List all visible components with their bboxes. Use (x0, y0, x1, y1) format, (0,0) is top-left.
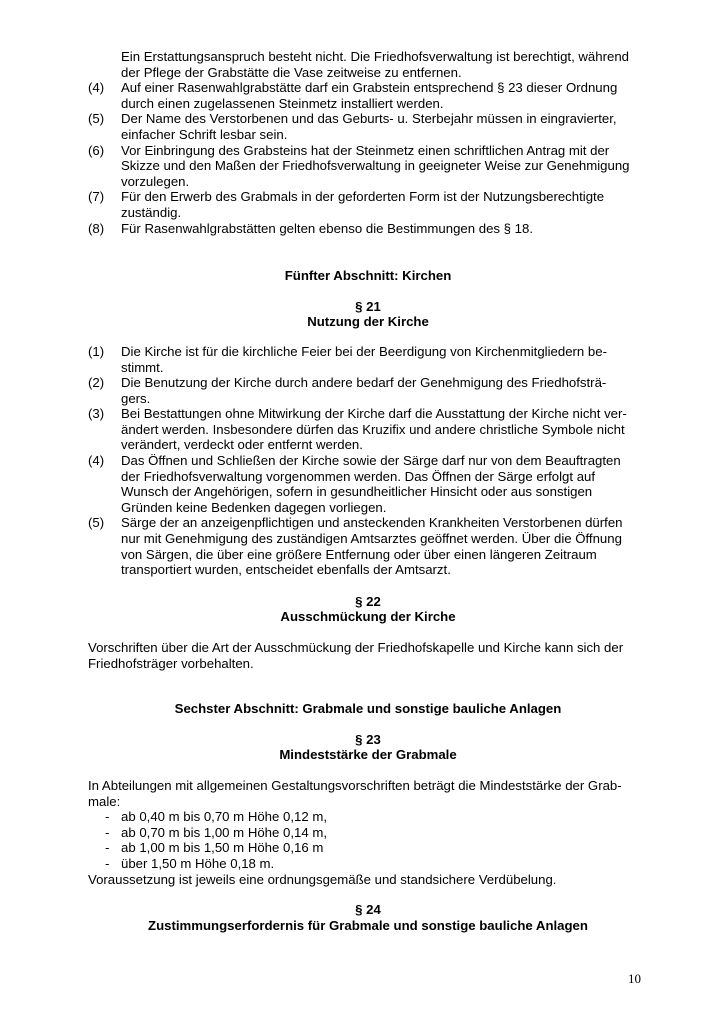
text-line: Das Öffnen und Schließen der Kirche sowie der Särge darf nur von dem Beauftragten (121, 453, 621, 469)
p21-item-4 (88, 453, 648, 515)
item-number: (7) (88, 189, 105, 205)
section-5-title: Fünfter Abschnitt: Kirchen (284, 268, 452, 284)
sec20-item-8 (88, 221, 648, 237)
text-line: Die Benutzung der Kirche durch andere bedarf der Genehmigung des Friedhofsträ- (121, 375, 607, 391)
list-item (88, 856, 648, 872)
item-number: (5) (88, 111, 105, 127)
item-number: (1) (88, 343, 105, 359)
text-line: Ein Erstattungsanspruch besteht nicht. Die Friedhofsverwaltung ist berechtigt, während (121, 49, 629, 64)
text-line: Auf einer Rasenwahlgrabstätte darf ein Grabstein entsprechend § 23 dieser Ordnung (121, 80, 618, 96)
text-line: einfacher Schrift lesbar sein. (121, 126, 288, 142)
sec20-item-5 (88, 111, 648, 142)
list-item-text: ab 0,40 m bis 0,70 m Höhe 0,12 m, (121, 809, 327, 825)
dash-marker: - (105, 809, 110, 825)
list-item-text: ab 0,70 m bis 1,00 m Höhe 0,14 m, (121, 824, 327, 840)
paragraph-22-number: § 22 (355, 593, 381, 609)
paragraph-24-number: § 24 (355, 902, 381, 918)
p21-item-2 (88, 375, 648, 406)
list-item (88, 840, 648, 856)
text-line: von Särgen, die über eine größere Entfernung oder über einen längeren Zeitraum (121, 546, 597, 562)
text-line: Bei Bestattungen ohne Mitwirkung der Kirche darf die Ausstattung der Kirche nicht ver- (121, 406, 627, 422)
text-line: der Friedhofsverwaltung vorgenommen werden. Das Öffnen der Särge erfolgt auf (121, 468, 596, 484)
paragraph-21-body (88, 344, 648, 578)
paragraph-22-body (88, 640, 648, 671)
dash-marker: - (105, 855, 110, 871)
paragraph-23-body (88, 778, 648, 887)
text-line: Friedhofsträger vorbehalten. (88, 655, 254, 671)
paragraph-22-title: Ausschmückung der Kirche (280, 609, 456, 625)
text-line: In Abteilungen mit allgemeinen Gestaltungsvorschriften beträgt die Mindeststärke der Grab- (88, 777, 622, 793)
item-number: (8) (88, 220, 105, 236)
dash-marker: - (105, 824, 110, 840)
text-line: Der Name des Verstorbenen und das Geburts- u. Sterbejahr müssen in eingravierter, (121, 111, 617, 127)
text-line: gers. (121, 390, 151, 406)
text-line: ändert werden. Insbesondere dürfen das Kruzifix und andere christliche Symbole nicht (121, 421, 625, 437)
list-item-text: ab 1,00 m bis 1,50 m Höhe 0,16 m (121, 840, 324, 856)
text-line: Vorschriften über die Art der Ausschmückung der Friedhofskapelle und Kirche kann sich der (88, 640, 624, 655)
text-line: vorzulegen. (121, 173, 190, 189)
text-line: male: (88, 793, 121, 809)
dash-marker: - (105, 840, 110, 856)
paragraph-24-title: Zustimmungserfordernis für Grabmale und sonstige bauliche Anlagen (148, 917, 588, 933)
sec20-item-4 (88, 80, 648, 111)
text-line: Särge der an anzeigenpflichtigen und ansteckenden Krankheiten Verstorbenen dürfen (121, 515, 623, 531)
item-number: (3) (88, 406, 105, 422)
text-line: Wunsch der Angehörigen, sofern in gesundheitlicher Hinsicht oder aus sonstigen (121, 484, 593, 500)
p21-item-5 (88, 515, 648, 577)
text-line: Gründen keine Bedenken dagegen vorliegen. (121, 499, 387, 515)
list-item-text: über 1,50 m Höhe 0,18 m. (121, 855, 275, 871)
text-line: durch einen zugelassenen Steinmetz installiert werden. (121, 95, 444, 111)
sec20-item-7 (88, 189, 648, 220)
text-line: Für Rasenwahlgrabstätten gelten ebenso die Bestimmungen des § 18. (121, 220, 533, 236)
p21-item-3 (88, 406, 648, 453)
item-number: (5) (88, 515, 105, 531)
intro-paragraph (88, 49, 648, 80)
paragraph-21-number: § 21 (355, 298, 381, 314)
text-line: Voraussetzung ist jeweils eine ordnungsgemäße und standsichere Verdübelung. (88, 871, 557, 887)
page-number: 10 (628, 971, 641, 986)
sec20-item-6 (88, 143, 648, 190)
section-6-title: Sechster Abschnitt: Grabmale und sonstige bauliche Anlagen (174, 701, 562, 717)
text-line: der Pflege der Grabstätte die Vase zeitweise zu entfernen. (121, 64, 462, 80)
text-line: stimmt. (121, 359, 164, 375)
text-line: Skizze und den Maßen der Friedhofsverwaltung in geeigneter Weise zur Genehmigung (121, 158, 630, 174)
text-line: nur mit Genehmigung des zuständigen Amtsarztes geöffnet werden. Über die Öffnung (121, 531, 622, 547)
item-number: (4) (88, 453, 105, 469)
item-number: (6) (88, 142, 105, 158)
list-item (88, 825, 648, 841)
p21-item-1 (88, 344, 648, 375)
text-line: transportiert wurden, entscheidet ebenfalls der Amtsarzt. (121, 562, 451, 578)
text-line: Die Kirche ist für die kirchliche Feier bei der Beerdigung von Kirchenmitgliedern be- (121, 343, 607, 359)
paragraph-21-title: Nutzung der Kirche (307, 314, 429, 330)
paragraph-23-title: Mindeststärke der Grabmale (279, 747, 457, 763)
item-number: (4) (88, 80, 105, 96)
paragraph-23-number: § 23 (355, 731, 381, 747)
text-line: verändert, verdeckt oder entfernt werden. (121, 437, 363, 453)
text-line: Für den Erwerb des Grabmals in der geforderten Form ist der Nutzungsberechtigte (121, 189, 605, 205)
item-number: (2) (88, 375, 105, 391)
list-item (88, 809, 648, 825)
document-page (88, 49, 648, 933)
text-line: Vor Einbringung des Grabsteins hat der Steinmetz einen schriftlichen Antrag mit der (121, 142, 610, 158)
text-line: zuständig. (121, 204, 182, 220)
